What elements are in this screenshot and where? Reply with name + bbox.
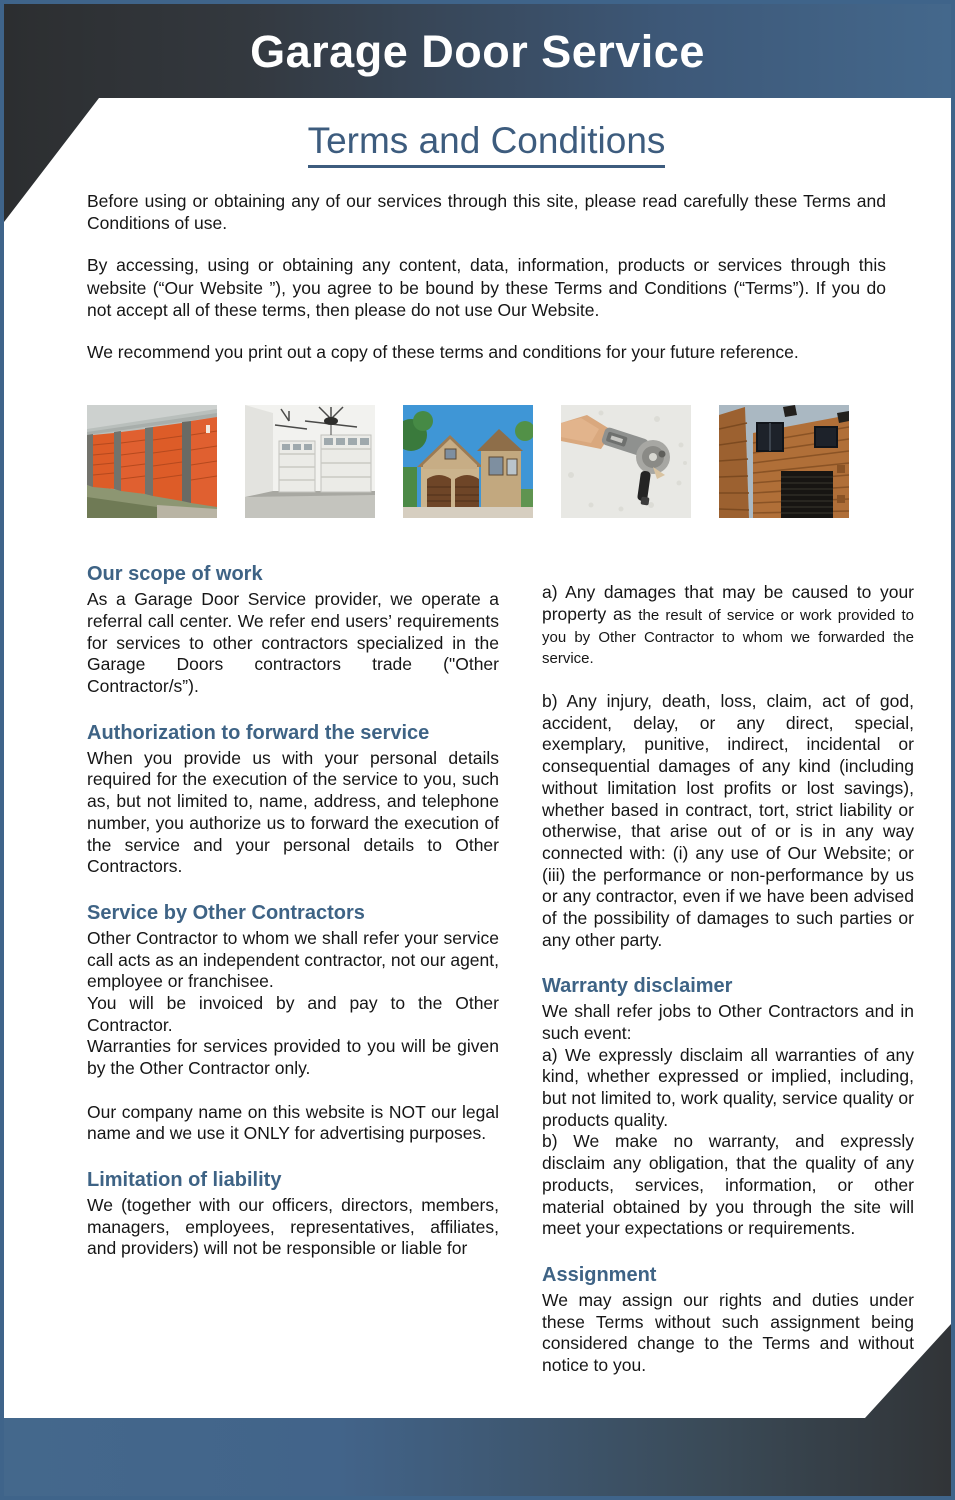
page-title: Garage Door Service <box>250 26 705 77</box>
two-column-body <box>87 563 914 1376</box>
service-others-paragraph-2: You will be invoiced by and pay to the Other Contractor. <box>87 992 499 1035</box>
service-others-paragraph-3: Warranties for services provided to you will be given by the Other Contractor only. <box>87 1036 499 1078</box>
section-heading-authorization: Authorization to forward the service <box>87 721 430 744</box>
document-title: Terms and Conditions <box>308 120 666 168</box>
gallery-photo-garage-interior <box>245 405 375 518</box>
warranty-paragraph-2: a) We expressly disclaim all warranties of any kind, whether expressed or implied, including, but not limited to, work quality, service quality or products quality. <box>542 1044 914 1130</box>
scope-paragraph: As a Garage Door Service provider, we operate a referral call center. We refer end users’ requirements for services to other contractors specialized in the Garage Doors contractors trade ("Other Contractor/s”). <box>87 589 499 697</box>
service-others-paragraph-1: Other Contractor to whom we shall refer your service call acts as an independent contractor, not our agent, employee or franchisee. <box>87 927 499 992</box>
authorization-paragraph: When you provide us with your personal details required for the execution of the service to you, such as, but not limited to, name, address, and telephone number, you authorize us to forward the execution of the service and your personal details to Other Contractors. <box>87 747 499 877</box>
house-photo-icon <box>403 405 533 518</box>
grinder-photo-icon <box>561 405 691 518</box>
gallery-photo-wood-garage <box>719 405 849 518</box>
damages-a-small-text: the result of service or work provided to you by Other Contractor to whom we forwarded the service. <box>542 607 914 668</box>
damages-a-paragraph <box>542 582 914 669</box>
intro-paragraph-2: By accessing, using or obtaining any content, data, information, products or services through this website (“Our Website ”), you agree to be bound by these Terms and Conditions (“Terms”). If you do not accept all of these terms, then please do not use Our Website. <box>87 255 886 320</box>
warranty-paragraph-3: b) We make no warranty, and expressly disclaim any obligation, that the quality of any products, services, information, or other material obtained by you through the site will meet your expectations or requirements. <box>542 1131 914 1239</box>
damages-b-paragraph: b) Any injury, death, loss, claim, act of god, accident, delay, or any direct, special, exemplary, punitive, indirect, incidental or consequential damages of any kind (including without limitation lost profits or lost savings), whether based in contract, tort, strict liability or otherwise, that arise out of or is in any way connected with: (i) any use of Our Website; or (iii) the performance or non-performance by us or any contractor, even if we have been advised of the possibility of damages to such parties or any other party. <box>542 691 914 950</box>
intro-section <box>87 190 886 363</box>
section-heading-scope: Our scope of work <box>87 563 263 586</box>
gallery-photo-grinder <box>561 405 691 518</box>
intro-paragraph-3: We recommend you print out a copy of these terms and conditions for your future reference. <box>87 342 799 363</box>
garage-interior-photo-icon <box>245 405 375 518</box>
storage-doors-photo-icon <box>87 405 217 518</box>
gallery-photo-storage-doors <box>87 405 217 518</box>
gallery-photo-house <box>403 405 533 518</box>
section-heading-limitation: Limitation of liability <box>87 1169 282 1192</box>
content-area <box>4 4 951 1377</box>
section-heading-assignment: Assignment <box>542 1263 657 1286</box>
left-column <box>87 563 499 1376</box>
assignment-paragraph: We may assign our rights and duties under these Terms without such assignment being considered change to the Terms and without notice to you. <box>542 1289 914 1375</box>
wood-garage-photo-icon <box>719 405 849 518</box>
section-heading-warranty: Warranty disclaimer <box>542 975 733 998</box>
photo-gallery <box>87 405 849 518</box>
damages-a-lead-text: a) Any damages that may be caused to your property as <box>542 582 914 624</box>
warranty-paragraph-1: We shall refer jobs to Other Contractors and in such event: <box>542 1001 914 1043</box>
document-title-wrap <box>87 120 886 168</box>
right-column <box>542 563 914 1376</box>
company-name-paragraph: Our company name on this website is NOT our legal name and we use it ONLY for advertising purposes. <box>87 1101 499 1144</box>
section-heading-service-by-others: Service by Other Contractors <box>87 901 365 924</box>
intro-paragraph-1: Before using or obtaining any of our services through this site, please read carefully these Terms and Conditions of use. <box>87 191 886 234</box>
limitation-paragraph: We (together with our officers, directors, members, managers, employees, representatives, affiliates, and providers) will not be responsible or liable for <box>87 1195 499 1259</box>
